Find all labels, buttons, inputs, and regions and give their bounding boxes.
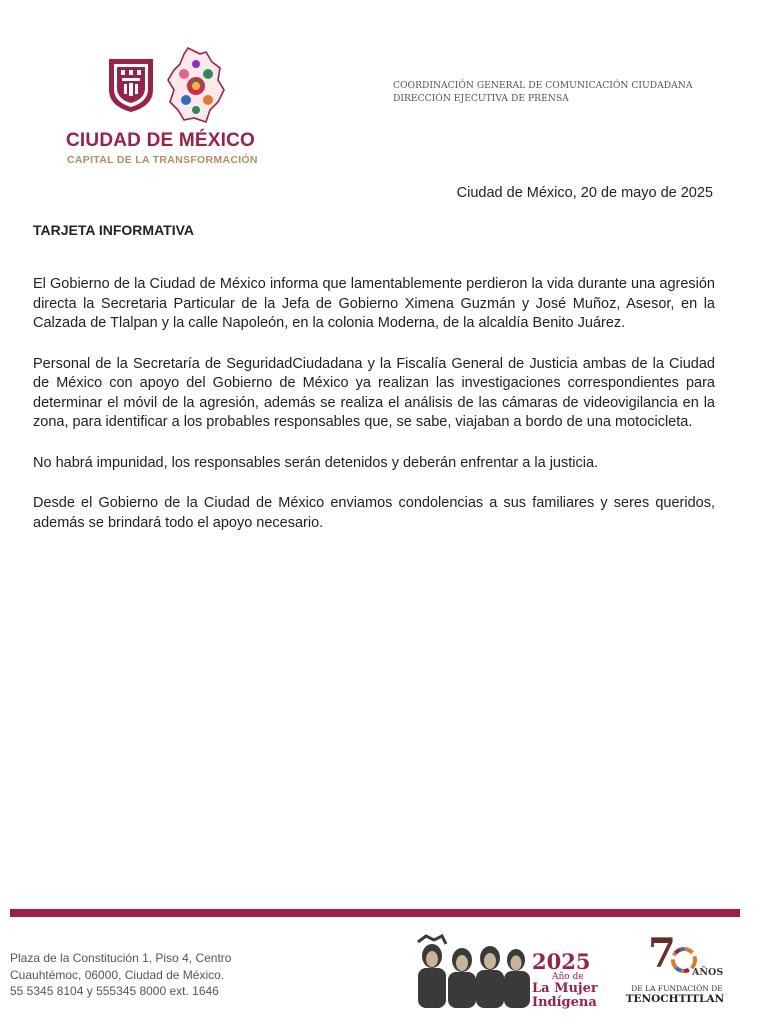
tenochtitlan-logo: [620, 930, 730, 1008]
address-line-1: Plaza de la Constitución 1, Piso 4, Centro: [10, 951, 232, 965]
department-line-2: DIRECCIÓN EJECUTIVA DE PRENSA: [393, 93, 569, 104]
mujer-line-1: Año de: [552, 972, 584, 982]
department-heading: [393, 79, 692, 105]
mujer-line-3: Indígena: [532, 995, 597, 1010]
teno-line-1: DE LA FUNDACIÓN DE: [631, 984, 723, 993]
footer-address: [10, 950, 231, 1000]
floral-map-icon: [166, 46, 226, 126]
paragraph: El Gobierno de la Ciudad de México informa que lamentablemente perdieron la vida durante una agresión directa la Secretaria Particular de la Jefa de Gobierno Ximena Guzmán y José Muñoz, Asesor, en la Calzada de Tlalpan y la calle Napoleón, en la colonia Moderna, de la alcaldía Benito Juárez.: [33, 276, 715, 331]
teno-anos: AÑOS: [692, 967, 724, 978]
paragraph: Personal de la Secretaría de SeguridadCiudadana y la Fiscalía General de Justicia ambas de la Ciudad de México con apoyo del Gobierno de México ya realizan las investigaciones correspondientes para determinar el móvil de la agresión, además se realiza el análisis de las cámaras de videovigilancia en la zona, para identificar a los probables responsables que, se sabe, viajaban a bordo de una motocicleta.: [33, 355, 715, 430]
document-date: Ciudad de México, 20 de mayo de 2025: [456, 185, 713, 201]
brand-title: CIUDAD DE MÉXICO: [66, 130, 255, 151]
teno-number: 7: [648, 930, 676, 977]
mujer-line-2: La Mujer: [532, 981, 598, 996]
city-logo: [66, 46, 276, 171]
mujer-year: 2025: [532, 949, 591, 974]
mujer-indigena-logo: [532, 949, 602, 1010]
indigenous-women-illustration: [412, 934, 530, 1008]
document-title: TARJETA INFORMATIVA: [33, 222, 194, 238]
address-line-3: 55 5345 8104 y 555345 8000 ext. 1646: [10, 984, 219, 998]
document-body: [33, 275, 715, 554]
department-line-1: COORDINACIÓN GENERAL DE COMUNICACIÓN CIUDADANA: [393, 80, 693, 91]
teno-line-2: TENOCHTITLAN: [625, 993, 725, 1005]
footer-divider: [10, 909, 740, 917]
address-line-2: Cuauhtémoc, 06000, Ciudad de México.: [10, 967, 225, 982]
paragraph: No habrá impunidad, los responsables serán detenidos y deberán enfrentar a la justicia.: [33, 454, 599, 471]
paragraph: Desde el Gobierno de la Ciudad de México enviamos condolencias a sus familiares y seres queridos, además se brindará todo el apoyo necesario.: [33, 495, 715, 531]
city-crest-icon: [106, 56, 156, 114]
brand-subtitle: CAPITAL DE LA TRANSFORMACIÓN: [67, 154, 258, 166]
